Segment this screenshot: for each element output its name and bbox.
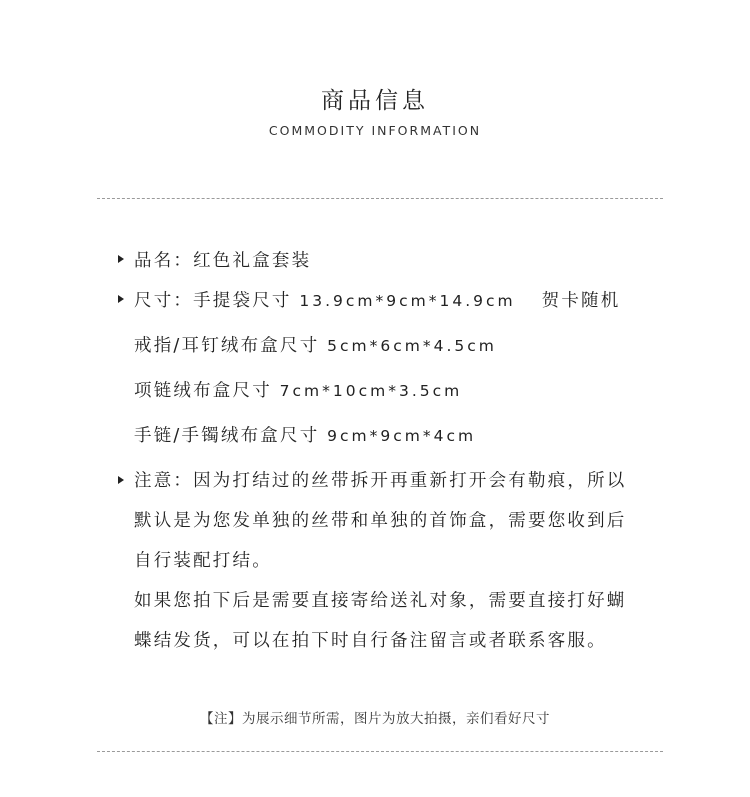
notice-line-1	[134, 467, 627, 492]
section-subtitle: COMMODITY INFORMATION	[268, 123, 482, 138]
bracelet-box-row	[134, 422, 476, 447]
necklace-box-size: 7cm*10cm*3.5cm	[279, 382, 463, 400]
bag-size-label: 手提袋尺寸	[193, 291, 292, 311]
bullet-icon	[118, 255, 124, 263]
notice-line-5: 蝶结发货，可以在拍下时自行备注留言或者联系客服。	[134, 631, 607, 651]
product-name-row	[134, 247, 311, 272]
ring-box-label: 戒指/耳钉绒布盒尺寸	[134, 336, 320, 356]
ring-box-size: 5cm*6cm*4.5cm	[327, 337, 497, 355]
notice-label: 注意：	[134, 471, 194, 491]
card-note: 贺卡随机	[541, 291, 621, 311]
bracelet-box-label: 手链/手镯绒布盒尺寸	[134, 426, 320, 446]
ring-box-row	[134, 332, 497, 357]
size-label: 尺寸：	[134, 291, 194, 311]
notice-line-2: 默认是为您发单独的丝带和单独的首饰盒，需要您收到后	[134, 511, 627, 531]
notice-text-1: 因为打结过的丝带拆开再重新打开会有勒痕，所以	[193, 471, 627, 491]
bracelet-box-size: 9cm*9cm*4cm	[327, 427, 477, 445]
top-divider	[97, 198, 663, 199]
footer-note: 【注】为展示细节所需，图片为放大拍摄，亲们看好尺寸	[200, 711, 550, 727]
necklace-box-row	[134, 377, 462, 402]
bullet-icon	[118, 476, 124, 484]
notice-line-4: 如果您拍下后是需要直接寄给送礼对象，需要直接打好蝴	[134, 591, 627, 611]
bottom-divider	[97, 751, 663, 752]
product-name-value: 红色礼盒套装	[193, 251, 312, 271]
necklace-box-label: 项链绒布盒尺寸	[134, 381, 272, 401]
bag-size-value: 13.9cm*9cm*14.9cm	[299, 292, 516, 310]
bullet-icon	[118, 295, 124, 303]
size-row	[134, 287, 620, 312]
notice-line-3: 自行装配打结。	[134, 551, 272, 571]
section-title: 商品信息	[321, 88, 429, 114]
product-name-label: 品名：	[134, 251, 194, 271]
